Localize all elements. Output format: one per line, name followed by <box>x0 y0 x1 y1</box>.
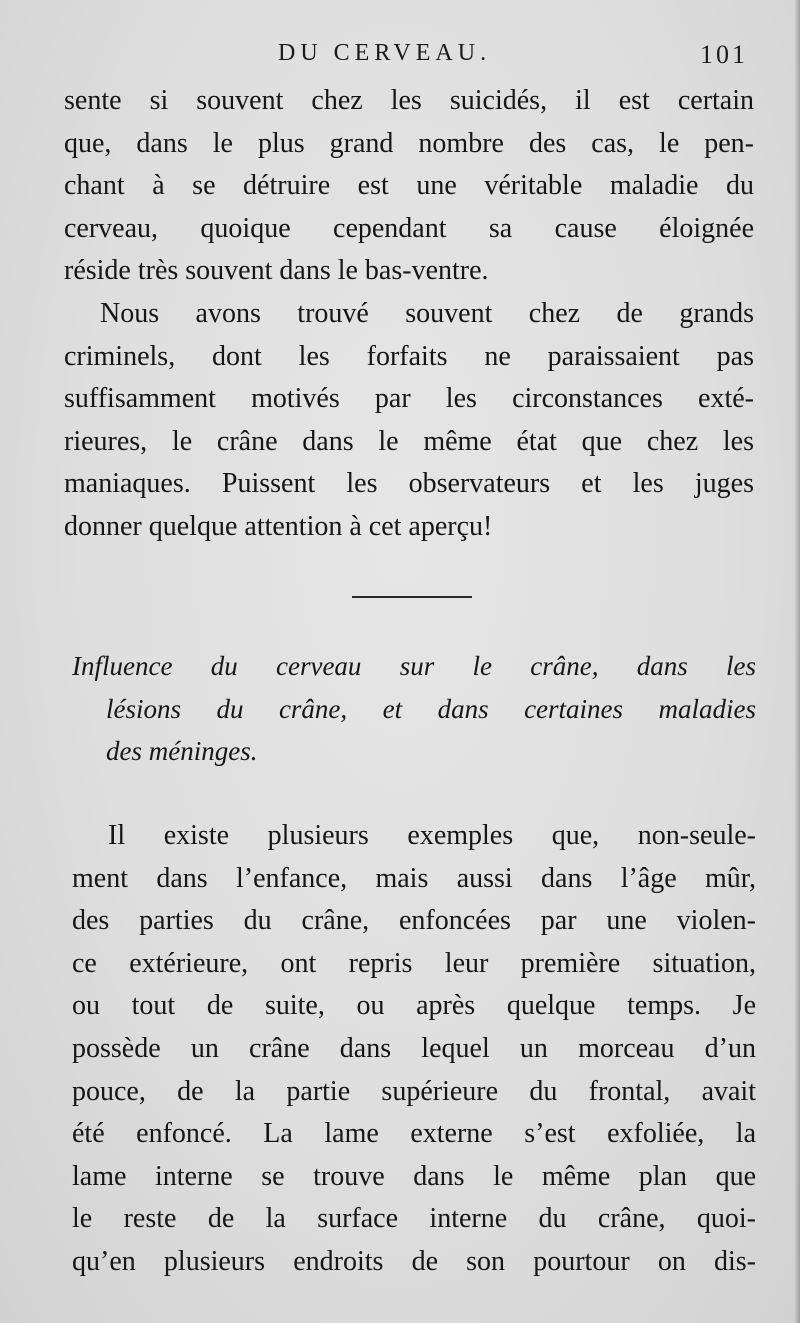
text-line: criminels, dont les forfaits ne paraissaient pas <box>64 340 754 372</box>
paragraph-2 <box>64 293 754 548</box>
paragraph-1 <box>64 80 754 293</box>
page-edge-shadow <box>794 0 800 1323</box>
text-line: maniaques. Puissent les observateurs et les juges <box>64 468 754 499</box>
text-line: été enfoncé. La lame externe s’est exfoliée, la <box>72 1118 756 1150</box>
heading-line: Influence du cerveau sur le crâne, dans les <box>72 651 756 681</box>
text-line: pouce, de la partie supérieure du frontal, avait <box>72 1075 756 1107</box>
heading-line: lésions du crâne, et dans certaines maladies <box>106 693 756 724</box>
text-line: chant à se détruire est une véritable maladie du <box>64 170 754 201</box>
text-line: ce extérieure, ont repris leur première situation, <box>72 947 756 979</box>
text-line: Il existe plusieurs exemples que, non-seule- <box>108 820 756 851</box>
running-head: DU CERVEAU. <box>278 40 492 66</box>
text-line: rieures, le crâne dans le même état que chez les <box>64 425 754 457</box>
section-divider <box>352 596 472 598</box>
text-line: lame interne se trouve dans le même plan que <box>72 1160 756 1192</box>
text-line: cerveau, quoique cependant sa cause éloignée <box>64 212 754 244</box>
heading-line: des méninges. <box>106 736 258 766</box>
text-line: que, dans le plus grand nombre des cas, le pen- <box>64 127 754 159</box>
text-line: possède un crâne dans lequel un morceau d’un <box>72 1032 756 1064</box>
text-line: ou tout de suite, ou après quelque temps. Je <box>72 990 756 1022</box>
section-heading <box>72 645 756 773</box>
text-line: qu’en plusieurs endroits de son pourtour on dis- <box>72 1245 756 1277</box>
text-line: ment dans l’enfance, mais aussi dans l’âge mûr, <box>72 862 756 894</box>
page-number: 101 <box>700 40 748 69</box>
text-line: le reste de la surface interne du crâne, quoi- <box>72 1203 756 1235</box>
paragraph-3 <box>72 815 756 1284</box>
text-line: sente si souvent chez les suicidés, il est certain <box>64 85 754 116</box>
text-line: suffisamment motivés par les circonstances exté- <box>64 383 754 414</box>
text-line: donner quelque attention à cet aperçu! <box>64 510 493 542</box>
text-line: réside très souvent dans le bas-ventre. <box>64 255 489 286</box>
text-line: des parties du crâne, enfoncées par une violen- <box>72 905 756 937</box>
text-line: Nous avons trouvé souvent chez de grands <box>100 298 754 329</box>
